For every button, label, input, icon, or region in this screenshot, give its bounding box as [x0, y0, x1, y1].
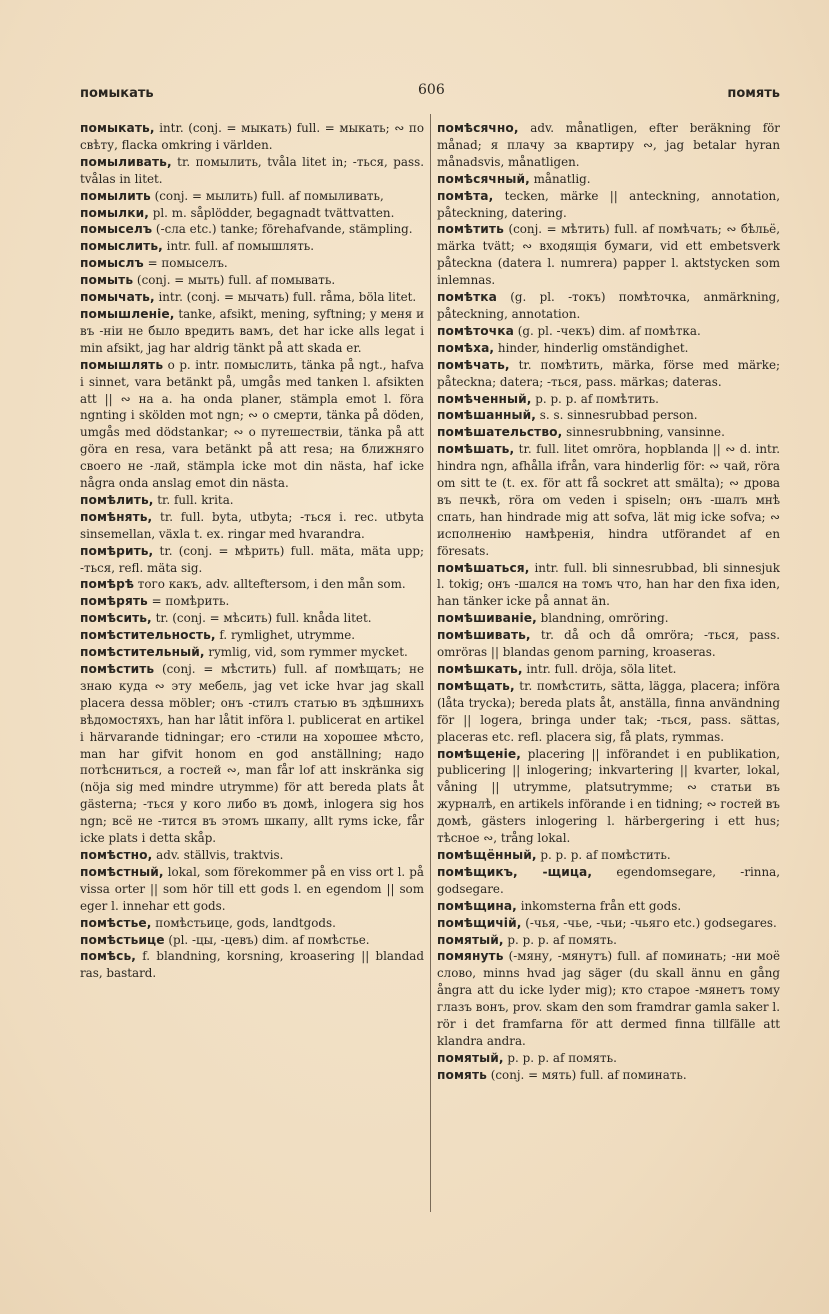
dictionary-entry: [80, 644, 424, 661]
entry-headword: помѣсячно,: [437, 121, 519, 135]
dictionary-entry: [437, 864, 780, 898]
dictionary-entry: [437, 407, 780, 424]
entry-definition: tr. då och då omröra; -ться, pass. omröras || blandas genom parning, kroaseras.: [437, 628, 780, 660]
entry-headword: помѣрѣ: [80, 577, 135, 592]
dictionary-entry: [437, 847, 780, 864]
dictionary-entry: [437, 221, 780, 289]
dictionary-entry: [437, 948, 780, 1049]
dictionary-entry: [437, 441, 780, 559]
entry-definition: pl. m. såplödder, begagnadt tvättvatten.: [148, 205, 395, 220]
right-running-headword: помять: [727, 86, 780, 101]
entry-definition: (-чья, -чье, -чьи; -чьяго etc.) godsegares.: [521, 915, 777, 930]
entry-headword: помѣченный,: [437, 391, 532, 406]
dictionary-entry: [80, 289, 424, 306]
entry-headword: помѣшанный,: [437, 408, 537, 423]
entry-definition: tr. full. krita.: [153, 492, 234, 507]
entry-headword: помылки,: [80, 205, 149, 220]
entry-definition: tr. full. litet omröra, hopblanda || ∾ d. intr. hindra ngn, afhålla ifrån, vara hinderlig för: ∾ чай, röra om sitt te (t. ex. för att få sockret att smälta); ∾ дрова въ печкѣ, röra om veden i spiseln; онъ -шалъ мнѣ спать, han hindrade mig att sofva, lät mig icke sofva; ∾ исполненію намѣренія, hindra utförandet af en föresats.: [437, 442, 780, 558]
entry-definition: månatlig.: [529, 171, 591, 186]
entry-headword: помять: [437, 1067, 487, 1082]
entry-definition: (g. pl. -чекъ) dim. af помѣтка.: [513, 323, 701, 338]
entry-headword: помѣщённый,: [437, 847, 537, 862]
dictionary-entry: [80, 543, 424, 577]
dictionary-entry: [437, 898, 780, 915]
entry-definition: (conj. = мять) full. af поминать.: [486, 1067, 687, 1082]
entry-headword: помѣщеніе,: [437, 746, 521, 761]
dictionary-entry: [437, 357, 780, 391]
entry-headword: помѣстить: [80, 662, 155, 676]
entry-definition: adv. månatligen, efter beräkning för månad; я плачу за квартиру ∾, jag betalar hyran månadsvis, månatligen.: [437, 121, 780, 169]
entry-headword: помычать,: [80, 290, 155, 305]
entry-definition: tanke, afsikt, mening, syftning; у меня и въ -ніи не было вредить вамъ, det har icke alls legat i min afsikt, jag har aldrig tänkt på att skada er.: [80, 306, 424, 355]
dictionary-entry: [437, 340, 780, 357]
entry-definition: p. p. p. af помять.: [503, 1050, 617, 1065]
entry-headword: помѣстный,: [80, 864, 164, 879]
dictionary-entry: [80, 272, 424, 289]
dictionary-entry: [80, 205, 424, 222]
entry-headword: помѣщать,: [437, 678, 515, 693]
entry-headword: помѣщина,: [437, 898, 517, 913]
entry-headword: помыслъ: [80, 256, 144, 271]
entry-definition: blandning, omröring.: [536, 611, 669, 626]
entry-definition: p. p. p. af помять.: [503, 932, 617, 947]
dictionary-entry: [80, 610, 424, 627]
entry-headword: помѣрить,: [80, 543, 154, 558]
dictionary-entry: [80, 627, 424, 644]
entry-headword: помѣрять: [80, 594, 148, 609]
entry-definition: = помѣрить.: [147, 594, 230, 609]
dictionary-entry: [437, 391, 780, 408]
entry-definition: tr. помылить, tvåla litet in; -ться, pass. tvålas in litet.: [80, 154, 424, 186]
entry-headword: помѣстно,: [80, 847, 153, 862]
entry-headword: помѣшательство,: [437, 425, 563, 440]
dictionary-entry: [437, 661, 780, 678]
entry-definition: (-сла etc.) tanke; förehafvande, stämpling.: [152, 222, 413, 237]
dictionary-entry: [80, 154, 424, 188]
entry-headword: помѣточка: [437, 323, 514, 338]
entry-headword: помѣтить: [437, 222, 504, 237]
entry-headword: помѣшаться,: [437, 560, 530, 575]
entry-definition: intr. (conj. = мычать) full. råma, böla litet.: [154, 290, 417, 305]
entry-headword: помыкать,: [80, 121, 155, 135]
entry-definition: p. p. p. af помѣтить.: [531, 391, 659, 406]
dictionary-entry: [80, 357, 424, 492]
entry-definition: rymlig, vid, som rymmer mycket.: [204, 645, 408, 660]
dictionary-entry: [437, 1050, 780, 1067]
entry-headword: помыслить,: [80, 239, 163, 254]
entry-definition: tr. (conj. = мѣсить) full. knåda litet.: [151, 611, 372, 626]
entry-definition: (conj. = мѣтить) full. af помѣчать; ∾ бѣльё, märka tvätt; ∾ входящія бумаги, vid ett embetsverk påteckna (datera l. numrera) papper l. aktstycken som inlemnas.: [437, 222, 780, 288]
entry-headword: помыселъ: [80, 222, 153, 237]
dictionary-entry: [437, 678, 780, 746]
entry-definition: (conj. = мылить) full. af помыливать,: [150, 188, 384, 203]
entry-definition: (conj. = мѣстить) full. af помѣщать; не знаю куда ∾ эту мебель, jag vet icke hvar jag skall placera dessa möbler; онъ -стилъ статью въ здѣшнихъ вѣдомостяхъ, han har låtit införa l. publicerat en artikel i härvarande tidningar; его -стили на хорошее мѣсто, man har gifvit honom en god anställning; надо потѣсниться, а гостей ∾, man får lof att inskränka sig (nöja sig med mindre utrymme) för att bereda plats åt gästerna; -ться у кого либо въ домѣ, inlogera sig hos ngn; всё не -тится въ этомъ шкапу, allt ryms icke, får icke plats i detta skåp.: [80, 662, 424, 846]
dictionary-entry: [80, 864, 424, 915]
dictionary-entry: [437, 120, 780, 171]
entry-headword: помыть: [80, 273, 134, 288]
dictionary-entry: [80, 255, 424, 272]
entry-definition: lokal, som förekommer på en viss ort l. på vissa orter || som hör till ett gods l. en egendom || som eger l. innehar ett gods.: [80, 864, 424, 913]
dictionary-entry: [437, 289, 780, 323]
entry-definition: hinder, hinderlig omständighet.: [494, 340, 689, 355]
entry-headword: помышленіе,: [80, 306, 175, 321]
dictionary-entry: [437, 915, 780, 932]
dictionary-entry: [437, 188, 780, 222]
entry-definition: inkomsterna från ett gods.: [516, 898, 682, 913]
entry-headword: помылить: [80, 188, 151, 203]
dictionary-entry: [80, 492, 424, 509]
entry-headword: помятый,: [437, 1050, 504, 1065]
entry-headword: помѣстье,: [80, 915, 152, 930]
entry-definition: (g. pl. -токъ) помѣточка, anmärkning, påteckning, annotation.: [437, 290, 780, 321]
dictionary-entry: [80, 120, 424, 154]
entry-headword: помѣщичій,: [437, 915, 522, 930]
dictionary-entry: [80, 593, 424, 610]
page-number: 606: [418, 82, 445, 98]
left-running-headword: помыкать: [80, 86, 154, 101]
entry-definition: o p. intr. помыслить, tänka på ngt., hafva i sinnet, vara betänkt på, umgås med tanken l. afsikten att || ∾ на a. ha onda planer, stämpla emot l. föra ngnting i skölden mot ngn; ∾ о смерти, tänka på döden, umgås med dödstankar; ∾ о путешествіи, tänka på att göra en resa, vara betänkt på att resa; на ближняго своего не -лай, stämpla icke mot din nästa, haf icke några onda anslag emot din nästa.: [80, 357, 424, 491]
dictionary-entry: [437, 610, 780, 627]
left-column: [80, 120, 424, 982]
entry-headword: помѣстительность,: [80, 628, 216, 643]
entry-headword: помѣлить,: [80, 492, 154, 507]
dictionary-entry: [80, 238, 424, 255]
entry-definition: tr. помѣтить, märka, förse med märke; påteckna; datera; -ться, pass. märkas; dateras.: [437, 357, 780, 389]
entry-headword: помѣчать,: [437, 357, 510, 372]
entry-headword: помышлять: [80, 357, 164, 372]
right-column: [437, 120, 780, 1084]
dictionary-entry: [437, 932, 780, 949]
entry-definition: tr. full. byta, utbyta; -ться i. rec. utbyta sinsemellan, växla t. ex. ringar med hvarandra.: [80, 509, 424, 541]
entry-definition: tecken, märke || anteckning, annotation, påteckning, datering.: [437, 188, 780, 220]
entry-definition: (pl. -цы, -цевъ) dim. af помѣстье.: [164, 932, 370, 947]
entry-definition: egendomsegare, -rinna, godsegare.: [437, 864, 780, 896]
entry-definition: того какъ, adv. allteftersom, i den mån som.: [134, 577, 406, 592]
dictionary-entry: [437, 746, 780, 847]
entry-headword: помѣта,: [437, 188, 494, 203]
dictionary-entry: [80, 509, 424, 543]
entry-headword: помѣха,: [437, 340, 495, 355]
entry-headword: помыливать,: [80, 154, 172, 169]
entry-definition: intr. (conj. = мыкать) full. = мыкать; ∾ по свѣту, flacka omkring i världen.: [80, 121, 424, 152]
entry-headword: помѣстьице: [80, 932, 165, 947]
entry-definition: intr. full. bli sinnesrubbad, bli sinnesjuk l. tokig; онъ -шался на томъ что, han har den fixa iden, han tänker icke på annat än.: [437, 560, 780, 609]
entry-definition: = помыселъ.: [143, 256, 228, 271]
page-header: [80, 82, 780, 104]
entry-definition: tr. помѣстить, sätta, lägga, placera; införa (låta trycka); bereda plats åt, anställa, finna användning för || logera, bringa under tak; -ться, pass. sättas, placeras etc. refl. placera sig, få plats, rymmas.: [437, 678, 780, 744]
entry-definition: intr. full. dröja, söla litet.: [522, 662, 677, 676]
entry-definition: f. rymlighet, utrymme.: [215, 628, 356, 643]
dictionary-entry: [80, 915, 424, 932]
entry-definition: placering || införandet i en publikation, publicering || inlogering; inkvartering || kvarter, lokal, våning || utrymme, platsutrymme; ∾ статьи въ журналѣ, en artikels införande i en tidning; ∾ гостей въ домѣ, gästers inlogering l. härbergering i ett hus; тѣсное ∾, trång lokal.: [437, 746, 780, 846]
dictionary-entry: [80, 576, 424, 593]
entry-headword: помянуть: [437, 949, 504, 964]
entry-definition: (conj. = мыть) full. af помывать.: [133, 273, 336, 288]
entry-definition: intr. full. af помышлять.: [162, 239, 315, 254]
dictionary-entry: [80, 932, 424, 949]
entry-headword: помѣстительный,: [80, 645, 205, 660]
dictionary-entry: [437, 560, 780, 611]
entry-headword: помѣшивать,: [437, 628, 531, 643]
dictionary-entry: [437, 627, 780, 661]
dictionary-entry: [80, 306, 424, 357]
entry-headword: помѣсячный,: [437, 171, 530, 186]
entry-definition: f. blandning, korsning, kroasering || blandad ras, bastard.: [80, 949, 424, 981]
entry-headword: помѣсить,: [80, 611, 152, 626]
dictionary-entry: [80, 221, 424, 238]
dictionary-entry: [437, 323, 780, 340]
entry-headword: помѣнять,: [80, 509, 153, 524]
entry-definition: помѣстьице, gods, landtgods.: [151, 915, 336, 930]
entry-definition: p. p. p. af помѣстить.: [536, 847, 671, 862]
entry-definition: (-мяну, -мянутъ) full. af поминать; -ни моё слово, minns hvad jag säger (du skall ännu en gång ångra att du icke lyder mig); кто старое -мянетъ тому глазъ вонъ, prov. skam den som framdrar gamla saker l. rör i det framfarna för att dermed finna tillfälle att klandra andra.: [437, 949, 780, 1048]
entry-headword: помѣшать,: [437, 442, 515, 457]
entry-headword: помѣщикъ, -щица,: [437, 864, 593, 879]
dictionary-entry: [437, 1067, 780, 1084]
entry-definition: adv. ställvis, traktvis.: [152, 847, 284, 862]
dictionary-entry: [80, 661, 424, 847]
dictionary-entry: [437, 171, 780, 188]
entry-definition: tr. (conj. = мѣрить) full. mäta, mäta upp; -ться, refl. mäta sig.: [80, 543, 424, 575]
column-divider: [430, 114, 431, 1212]
entry-headword: помѣшкать,: [437, 662, 523, 676]
entry-headword: помятый,: [437, 932, 504, 947]
entry-definition: sinnesrubbning, vansinne.: [562, 425, 725, 440]
entry-headword: помѣсь,: [80, 949, 136, 964]
dictionary-entry: [437, 424, 780, 441]
dictionary-entry: [80, 948, 424, 982]
dictionary-entry: [80, 188, 424, 205]
entry-headword: помѣтка: [437, 290, 497, 305]
entry-definition: s. s. sinnesrubbad person.: [536, 408, 698, 423]
entry-headword: помѣшиваніе,: [437, 611, 537, 626]
dictionary-entry: [80, 847, 424, 864]
